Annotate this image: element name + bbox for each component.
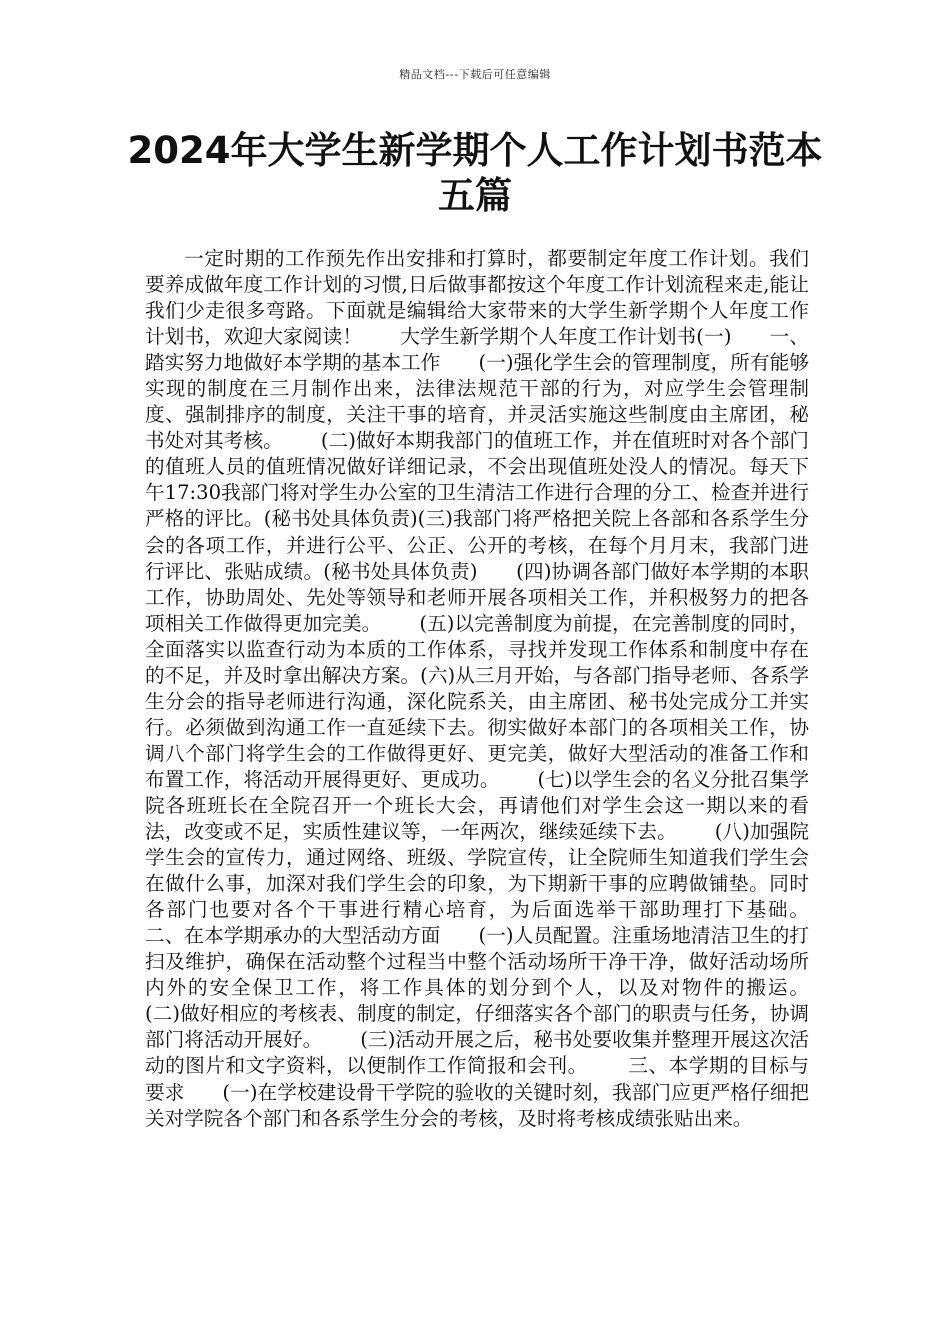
document-title: 2024年大学生新学期个人工作计划书范本五篇 bbox=[127, 129, 823, 217]
header-note: 精品文档---下载后可任意编辑 bbox=[399, 68, 551, 81]
document-body: 一定时期的工作预先作出安排和打算时，都要制定年度工作计划。我们要养成做年度工作计划的习惯,日后做事都按这个年度工作计划流程来走,能让我们少走很多弯路。下面就是编辑给大家带来的大学生新学期个人年度工作计划书，欢迎大家阅读！ 大学生新学期个人年度工作计划书(一) 一、踏实努力地做好本学期的基本工作 (一)强化学生会的管理制度，所有能够实现的制度在三月制作出来，法律法规范干部的行为，对应学生会管理制度、强制排序的制度，关注干事的培育，并灵活实施这些制度由主席团，秘书处对其考核。 (二)做好本期我部门的值班工作，并在值班时对各个部门的值班人员的值班情况做好详细记录，不会出现值班处没人的情况。每天下午17:30我部门将对学生办公室的卫生清洁工作进行合理的分工、检查并进行严格的评比。(秘书处具体负责)(三)我部门将严格把关院上各部和各系学生分会的各项工作，并进行公平、公正、公开的考核，在每个月月末，我部门进行评比、张贴成绩。(秘书处具体负责) (四)协调各部门做好本学期的本职工作，协助周处、先处等领导和老师开展各项相关工作，并积极努力的把各项相关工作做得更加完美。 (五)以完善制度为前提，在完善制度的同时，全面落实以监查行动为本质的工作体系，寻找并发现工作体系和制度中存在的不足，并及时拿出解决方案。(六)从三月开始，与各部门指导老师、各系学生分会的指导老师进行沟通，深化院系关，由主席团、秘书处完成分工并实行。必须做到沟通工作一直延续下去。彻实做好本部门的各项相关工作，协调八个部门将学生会的工作做得更好、更完美，做好大型活动的准备工作和布置工作，将活动开展得更好、更成功。 (七)以学生会的名义分批召集学院各班班长在全院召开一个班长大会，再请他们对学生会这一期以来的看法，改变或不足，实质性建议等，一年两次，继续延续下去。 (八)加强院学生会的宣传力，通过网络、班级、学院宣传，让全院师生知道我们学生会在做什么事，加深对我们学生会的印象，为下期新干事的应聘做铺垫。同时各部门也要对各个干事进行精心培育，为后面选举干部助理打下基础。 二、在本学期承办的大型活动方面 (一)人员配置。注重场地清洁卫生的打扫及维护，确保在活动整个过程当中整个活动场所干净干净，做好活动场所内外的安全保卫工作，将工作具体的划分到个人，以及对物件的搬运。 (二)做好相应的考核表、制度的制定，仔细落实各个部门的职责与任务，协调部门将活动开展好。 (三)活动开展之后，秘书处要收集并整理开展这次活动的图片和文字资料，以便制作工作简报和会刊。 三、本学期的目标与要求 (一)在学校建设骨干学院的验收的关键时刻，我部门应更严格仔细把关对学院各个部门和各系学生分会的考核，及时将考核成绩张贴出来。 bbox=[145, 247, 847, 1130]
